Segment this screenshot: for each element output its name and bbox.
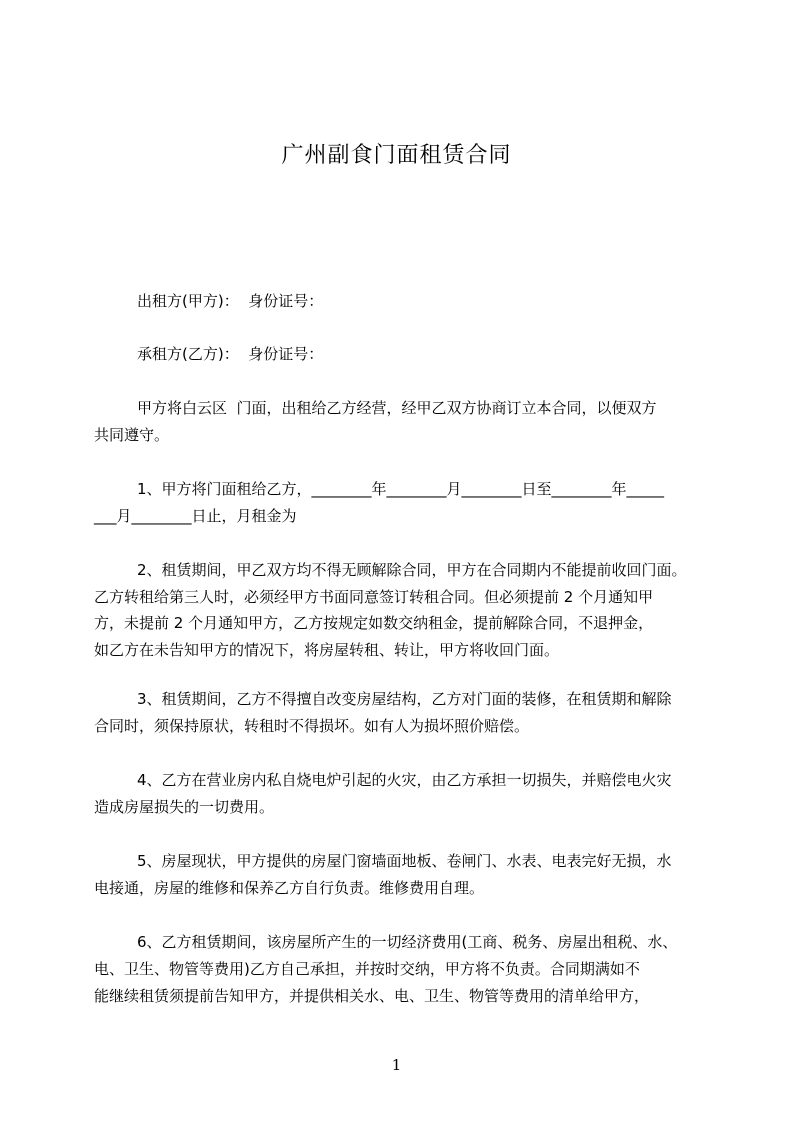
lessee-line: 承租方(乙方)： 身份证号：: [137, 345, 324, 363]
clause-6-line-2: 电、卫生、物管等费用)乙方自己承担，并按时交纳，甲方将不负责。合同期满如不: [94, 960, 640, 978]
clause-3-line-2: 合同时，须保持原状，转租时不得损坏。如有人为损坏照价赔偿。: [94, 717, 530, 735]
clause-2-line-2: 乙方转租给第三人时，必须经甲方书面同意签订转租合同。但必须提前 2 个月通知甲: [94, 588, 654, 606]
intro-line-1: 甲方将白云区 门面，出租给乙方经营，经甲乙双方协商订立本合同，以便双方: [137, 399, 657, 417]
clause-1-line-1: 1、甲方将门面租给乙方，________年________月________日至________年_____: [137, 480, 665, 498]
clause-6-line-3: 能继续租赁须提前告知甲方，并提供相关水、电、卫生、物管等费用的清单给甲方，: [94, 987, 650, 1005]
clause-3-line-1: 3、租赁期间，乙方不得擅自改变房屋结构，乙方对门面的装修，在租赁期和解除: [137, 690, 672, 708]
page-number: 1: [391, 1056, 402, 1074]
clause-1-line-2: ___月________日止，月租金为: [94, 507, 297, 525]
clause-5-line-1: 5、房屋现状，甲方提供的房屋门窗墙面地板、卷闸门、水表、电表完好无损，水: [137, 852, 672, 870]
clause-2-line-3: 方，未提前 2 个月通知甲方，乙方按规定如数交纳租金，提前解除合同，不退押金，: [94, 614, 654, 632]
clause-6-line-1: 6、乙方租赁期间，该房屋所产生的一切经济费用(工商、税务、房屋出租税、水、: [137, 933, 678, 951]
clause-5-line-2: 电接通，房屋的维修和保养乙方自行负责。维修费用自理。: [94, 879, 485, 897]
lessor-line: 出租方(甲方)： 身份证号：: [137, 292, 324, 310]
document-title: 广州副食门面租赁合同: [281, 143, 512, 168]
clause-2-line-1: 2、租赁期间，甲乙双方均不得无顾解除合同，甲方在合同期内不能提前收回门面。: [137, 561, 687, 579]
clause-2-line-4: 如乙方在未告知甲方的情况下，将房屋转租、转让，甲方将收回门面。: [94, 641, 560, 659]
clause-4-line-2: 造成房屋损失的一切费用。: [94, 798, 275, 816]
clause-4-line-1: 4、乙方在营业房内私自烧电炉引起的火灾，由乙方承担一切损失，并赔偿电火灾: [137, 771, 672, 789]
intro-line-2: 共同遵守。: [94, 426, 170, 444]
